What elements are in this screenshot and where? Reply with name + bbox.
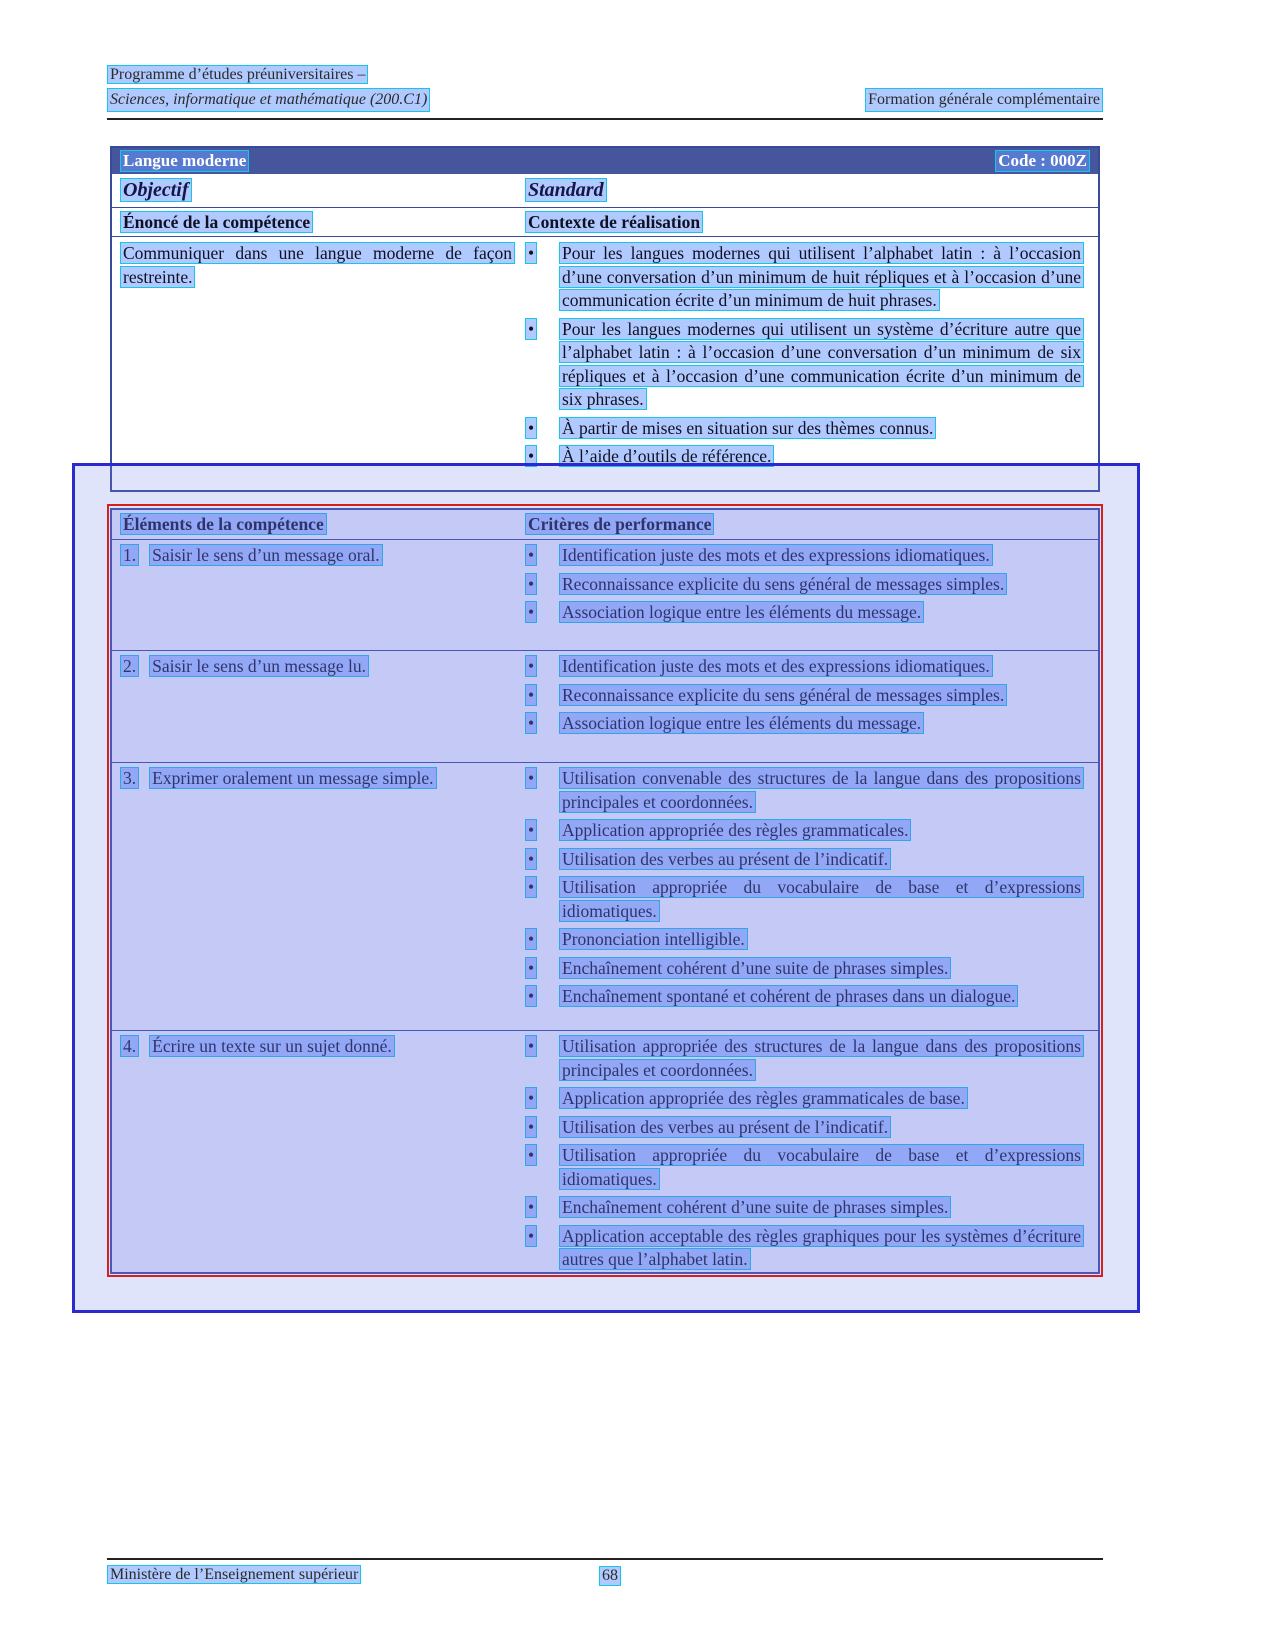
document-footer: [107, 1558, 1103, 1584]
criterion-text: Identification juste des mots et des expressions idiomatiques.: [559, 544, 993, 566]
criteria-list: [525, 1035, 1098, 1274]
table1-col1-header-cell: [112, 212, 525, 233]
course-titlebar: [112, 148, 1098, 174]
criterion-text: Utilisation appropriée des structures de la langue dans des propositions principales et coordonnées.: [559, 1035, 1084, 1081]
criterion-text: Application acceptable des règles graphiques pour les systèmes d’écriture autres que l’alphabet latin.: [559, 1225, 1084, 1271]
table1-col2-header: Contexte de réalisation: [525, 211, 703, 233]
criterion-item: [525, 1035, 1084, 1082]
criterion-item: [525, 876, 1084, 923]
element-number: 4.: [120, 1035, 139, 1057]
table2-col1-header: Éléments de la compétence: [120, 513, 327, 535]
table-row: [112, 540, 1098, 650]
table2-col2-header-cell: [525, 514, 1098, 535]
course-title: Langue moderne: [120, 150, 249, 172]
bullet-icon: •: [525, 242, 537, 264]
criterion-item: [525, 819, 1084, 843]
header-line2: [107, 88, 1103, 112]
criterion-text: Application appropriée des règles grammaticales.: [559, 819, 911, 841]
criterion-item: [525, 848, 1084, 872]
element-number: 3.: [120, 767, 139, 789]
criterion-text: Enchaînement cohérent d’une suite de phrases simples.: [559, 957, 951, 979]
bullet-icon: •: [525, 684, 537, 706]
bullet-icon: •: [525, 573, 537, 595]
document-header: [107, 64, 1103, 120]
criterion-text: Identification juste des mots et des expressions idiomatiques.: [559, 655, 993, 677]
context-bullet-list: [525, 242, 1098, 474]
program-title: Programme d’études préuniversitaires –: [107, 65, 368, 84]
objectif-heading: Objectif: [120, 178, 192, 202]
criterion-item: [525, 655, 1084, 679]
footer-ministry: Ministère de l’Enseignement supérieur: [107, 1565, 361, 1584]
bullet-icon: •: [525, 928, 537, 950]
bullet-icon: •: [525, 819, 537, 841]
bullet-icon: •: [525, 601, 537, 623]
competence-statement: Communiquer dans une langue moderne de façon restreinte.: [120, 242, 515, 288]
criterion-item: [525, 601, 1084, 625]
criterion-item: [525, 1116, 1084, 1140]
context-item: [525, 318, 1084, 412]
bullet-icon: •: [525, 1116, 537, 1138]
criteria-list: [525, 655, 1098, 760]
criterion-item: [525, 573, 1084, 597]
criterion-item: [525, 985, 1084, 1009]
competence-statement-cell: [112, 242, 525, 474]
context-text: Pour les langues modernes qui utilisent l’alphabet latin : à l’occasion d’une conversation d’un minimum de huit répliques et à l’occasion d’une communication écrite d’un minimum de huit phrases.: [559, 242, 1084, 311]
element-label: Exprimer oralement un message simple.: [149, 767, 436, 789]
table-row: [112, 1030, 1098, 1274]
context-item: [525, 445, 1084, 469]
criterion-item: [525, 1196, 1084, 1220]
criterion-text: Prononciation intelligible.: [559, 928, 748, 950]
criterion-text: Reconnaissance explicite du sens général de messages simples.: [559, 684, 1007, 706]
bullet-icon: •: [525, 655, 537, 677]
element-number: 1.: [120, 544, 139, 566]
criterion-text: Reconnaissance explicite du sens général de messages simples.: [559, 573, 1007, 595]
table1-col2-header-cell: [525, 212, 1098, 233]
table-row: [112, 650, 1098, 762]
context-text: Pour les langues modernes qui utilisent un système d’écriture autre que l’alphabet latin : à l’occasion d’une conversation d’un minimum de six répliques et à l’occasion d’une communication écrite d’un minimum de six phrases.: [559, 318, 1084, 411]
context-item: [525, 417, 1084, 441]
context-item: [525, 242, 1084, 313]
criteria-list: [525, 767, 1098, 1028]
objectif-cell: [112, 179, 525, 202]
criterion-item: [525, 1225, 1084, 1272]
element-label: Saisir le sens d’un message lu.: [149, 655, 369, 677]
bullet-icon: •: [525, 848, 537, 870]
element-label-cell: [112, 655, 525, 760]
bullet-icon: •: [525, 712, 537, 734]
bullet-icon: •: [525, 985, 537, 1007]
program-subtitle: Sciences, informatique et mathématique (200.C1): [107, 88, 430, 112]
criterion-text: Enchaînement cohérent d’une suite de phrases simples.: [559, 1196, 951, 1218]
criteria-list: [525, 544, 1098, 648]
elements-criteria-table: [110, 508, 1100, 1274]
table2-col2-header: Critères de performance: [525, 513, 714, 535]
context-text: À l’aide d’outils de référence.: [559, 445, 774, 467]
criterion-item: [525, 928, 1084, 952]
header-line1: [107, 64, 1103, 86]
page-number: 68: [599, 1566, 621, 1586]
criterion-text: Association logique entre les éléments du message.: [559, 712, 924, 734]
bullet-icon: •: [525, 417, 537, 439]
criterion-text: Utilisation appropriée du vocabulaire de base et d’expressions idiomatiques.: [559, 876, 1084, 922]
table1-col1-header: Énoncé de la compétence: [120, 211, 313, 233]
criterion-item: [525, 684, 1084, 708]
objectif-standard-band: [112, 174, 1098, 207]
header-right-label: Formation générale complémentaire: [865, 88, 1103, 112]
criterion-text: Association logique entre les éléments du message.: [559, 601, 924, 623]
criterion-item: [525, 1144, 1084, 1191]
bullet-icon: •: [525, 1144, 537, 1166]
objective-standard-table: [110, 146, 1100, 492]
bullet-icon: •: [525, 1035, 537, 1057]
bullet-icon: •: [525, 445, 537, 467]
criterion-text: Enchaînement spontané et cohérent de phrases dans un dialogue.: [559, 985, 1018, 1007]
criterion-item: [525, 767, 1084, 814]
criterion-text: Utilisation convenable des structures de la langue dans des propositions principales et coordonnées.: [559, 767, 1084, 813]
context-text: À partir de mises en situation sur des thèmes connus.: [559, 417, 936, 439]
table-row: [112, 762, 1098, 1030]
bullet-icon: •: [525, 1225, 537, 1247]
bullet-icon: •: [525, 957, 537, 979]
element-label: Saisir le sens d’un message oral.: [149, 544, 382, 566]
criterion-item: [525, 957, 1084, 981]
criterion-text: Utilisation appropriée du vocabulaire de base et d’expressions idiomatiques.: [559, 1144, 1084, 1190]
criterion-text: Utilisation des verbes au présent de l’indicatif.: [559, 1116, 891, 1138]
criterion-item: [525, 1087, 1084, 1111]
table2-col1-header-cell: [112, 514, 525, 535]
bullet-icon: •: [525, 318, 537, 340]
criterion-item: [525, 544, 1084, 568]
bullet-icon: •: [525, 767, 537, 789]
criterion-text: Application appropriée des règles grammaticales de base.: [559, 1087, 968, 1109]
criterion-item: [525, 712, 1084, 736]
standard-heading: Standard: [525, 178, 607, 202]
standard-cell: [525, 179, 1098, 202]
table1-body-row: [112, 237, 1098, 474]
bullet-icon: •: [525, 1196, 537, 1218]
bullet-icon: •: [525, 876, 537, 898]
element-label-cell: [112, 767, 525, 1028]
table1-header-row: [112, 207, 1098, 237]
element-label-cell: [112, 1035, 525, 1274]
bullet-icon: •: [525, 1087, 537, 1109]
course-code: Code : 000Z: [995, 150, 1090, 172]
element-label: Écrire un texte sur un sujet donné.: [149, 1035, 395, 1057]
element-label-cell: [112, 544, 525, 648]
bullet-icon: •: [525, 544, 537, 566]
criterion-text: Utilisation des verbes au présent de l’indicatif.: [559, 848, 891, 870]
element-number: 2.: [120, 655, 139, 677]
table2-header-row: [112, 510, 1098, 540]
